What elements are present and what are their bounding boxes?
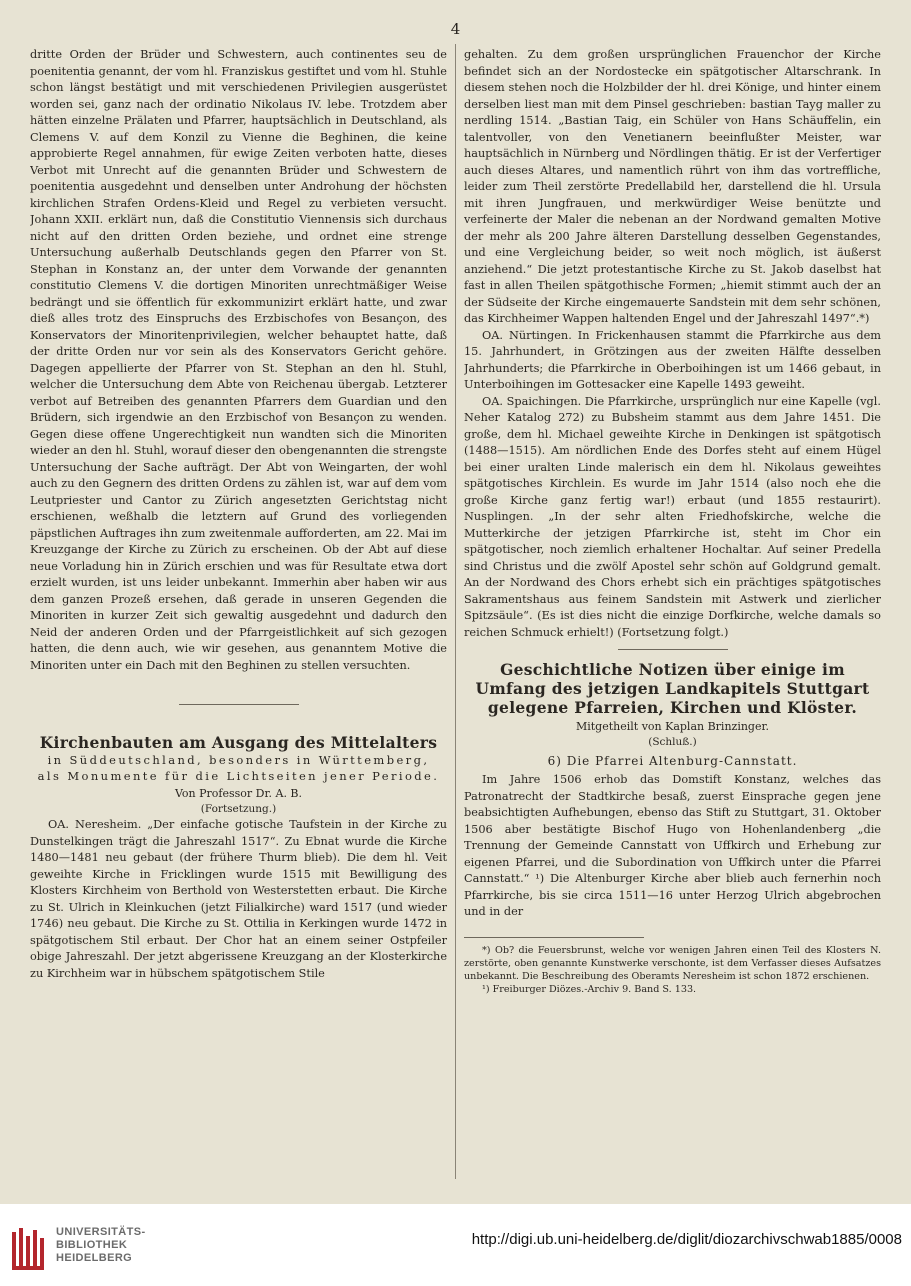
right-paragraph-3: OA. Spaichingen. Die Pfarrkirche, ursprünglich nur eine Kapelle (vgl. Neher Katalog 272) zu Bubsheim stammt aus dem Jahre 1451. Die große, dem hl. Michael geweihte Kirche in Denkingen ist spätgotisch (1488—1515). Am nördlichen Ende des Dorfes steht auf einem Hügel bei einer uralten Linde malerisch ein dem hl. Nikolaus geweihtes spätgotisches Kirchlein. Es wurde im Jahr 1514 (also noch ehe die große Kirche ganz fertig war!) erbaut (und 1855 restaurirt). Nusplingen. „In der sehr alten Friedhofskirche, welche die Mutterkirche der jetzigen Pfarrkirche ist, steht im Chor ein spätgotischer, noch ziemlich erhaltener Hochaltar. Auf seiner Predella sind Christus und die zwölf Apostel sehr schön auf Goldgrund gemalt. An der Nordwand des Chors erhebt sich ein prächtiges spätgotisches Sakramentshaus aus feinem Sandstein mit Astwerk und zierlicher Spitzsäule“. (Es ist dies nicht die einzige Dorfkirche, welche damals so reichen Schmuck erhielt!) (Fortsetzung folgt.) [464,394,881,639]
right-article-continued: (Schluß.) [648,736,697,748]
column-rule [455,44,456,1179]
article-heading: Kirchenbauten am Ausgang des Mittelalters [39,733,438,752]
right-column [464,47,881,1184]
left-column [30,47,447,1184]
permalink-url[interactable]: http://digi.ub.uni-heidelberg.de/diglit/diozarchivschwab1885/0008 [471,1231,902,1248]
left-paragraph-1: dritte Orden der Brüder und Schwestern, auch continentes seu de poenitentia genannt, der vom hl. Franziskus gestiftet und vom hl. Stuhle schon längst bestätigt und mit verschiedenen Privilegien ausgerüstet worden sei, ganz nach der ordinatio Nikolaus IV. lebe. Trotzdem aber hätten einzelne Prälaten und Pfarrer, hauptsächlich in Deutschland, als Clemens V. auf dem Konzil zu Vienne die Beghinen, die keine approbierte Regel annahmen, für ewige Zeiten verboten hatte, dieses Verbot mit Unrecht auf die genannten Brüder und Schwestern de poenitentia ausgedehnt und denselben unter Androhung der höchsten kirchlichen Strafen Ordens-Kleid und Regel zu verbieten versucht. Johann XXII. erklärt nun, daß die Constitutio Viennensis sich durchaus nicht auf den dritten Orden beziehe, und ordnet eine strenge Untersuchung außerhalb Deutschlands gegen den Pfarrer von St. Stephan in Konstanz an, der unter dem Vorwande der genannten constitutio Clemens V. die dortigen Minoriten unrechtmäßiger Weise bedrängt und sie öffentlich für exkommunizirt erklärt hatte, und zwar dieß alles trotz des Einspruchs des Erzbischofes von Besançon, des Konservators der Minoritenprivilegien, welcher behauptet hatte, daß der dritte Orden nur vor sein als des Konservators Gericht gehöre. Dagegen appellierte der Pfarrer von St. Stephan an den hl. Stuhl, welcher die Untersuchung dem Abte von Reichenau übergab. Letzterer verbot auf Betreiben des genannten Pfarrers dem Guardian und den Brüdern, sich irgendwie an den Erzbischof von Besançon zu wenden. Gegen diese offene Ungerechtigkeit nun wandten sich die Minoriten wieder an den hl. Stuhl, worauf dieser den obengenannten die strengste Untersuchung der Sache aufträgt. Der Abt von Weingarten, der wohl auch zu den Gegnern des dritten Ordens zu zählen ist, war auf dem vom Leutpriester und Cantor zu Zürich angesetzten Gerichtstag nicht erschienen, weßhalb die letztern auf Grund des vorliegenden päpstlichen Auftrages ihn zum zweitenmale aufforderten, am 22. Mai im Kreuzgange der Kirche zu Zürich zu erscheinen. Ob der Abt auf diese neue Vorladung hin in Zürich erschien und was für Resultate etwa dort erzielt wurden, ist uns leider unbekannt. Immerhin aber haben wir aus dem ganzen Prozeß ersehen, daß gerade in unseren Gegenden die Minoriten in kurzer Zeit sich gewaltig ausgedehnt und dadurch den Neid der anderen Orden und der Pfarrgeistlichkeit auf sich gezogen hatten, die denn auch, wie wir gesehen, aus genanntem Motive die Minoriten unter ein Dach mit den Beghinen zu stellen versuchten. [30,48,447,672]
library-line-3: HEIDELBERG [56,1252,133,1264]
page-number: 4 [450,20,461,38]
footnote-2: ¹) Freiburger Diözes.-Archiv 9. Band S. 133. [482,983,697,995]
article-subheading-2: als Monumente für die Lichtseiten jener Periode. [37,769,440,783]
university-seal-icon [10,1226,48,1272]
left-article-paragraph-1: OA. Neresheim. „Der einfache gotische Taufstein in der Kirche zu Dunstelkingen trägt die Jahreszahl 1517“. Zu Ebnat wurde die Kirche 1480—1481 neu gebaut (der frühere Thurm blieb). Die dem hl. Veit geweihte Kirche in Fricklingen wurde 1515 mit Bewilligung des Klosters Kirchheim von Berthold von Westerstetten erbaut. Die Kirche zu St. Ulrich in Kleinkuchen (jetzt Filialkirche) ward 1517 (und wieder 1746) neu gebaut. Die Kirche zu St. Ottilia in Kerkingen wurde 1472 in spätgotischem Stil erbaut. Der Chor hat an einem seiner Ostpfeiler obige Jahreszahl. Der jetzt abgerissene Kreuzgang an der Klosterkirche zu Kirchheim war in hübschem spätgotischem Stile [30,818,447,980]
library-line-2: BIBLIOTHEK [56,1239,128,1251]
article-subheading-1: in Süddeutschland, besonders in Württemberg, [47,753,430,767]
right-paragraph-1: gehalten. Zu dem großen ursprünglichen Frauenchor der Kirche befindet sich an der Nordostecke ein spätgotischer Altarschrank. In diesem stehen noch die Holzbilder der hl. drei Könige, und hinter einem derselben liest man mit dem Pinsel geschrieben: bastian Tayg maller zu nerdling 1514. „Bastian Taig, ein Schüler von Hans Schäuffelin, ein talentvoller, von den Venetianern beeinflußter Meister, war hauptsächlich in Nürnberg und Nördlingen thätig. Er ist der Verfertiger auch dieses Altares, und namentlich rührt von ihm das vortreffliche, leider zum Theil zerstörte Predellabild her, darstellend die hl. Ursula mit ihren Jungfrauen, und merkwürdiger Weise benützte und verfeinerte der Maler die nebenan an der Nordwand gemalten Motive der mehr als 200 Jahre älteren Darstellung desselben Gegenstandes, und eine Vergleichung beider, so weit noch möglich, ist äußerst anziehend.“ Die jetzt protestantische Kirche zu St. Jakob daselbst hat fast in allen Theilen spätgothische Formen; „hiemit stimmt auch der an der Südseite der Kirche eingemauerte Sandstein mit dem sehr schönen, das Kirchheimer Wappen haltenden Engel und der Jahreszahl 1497“.*) [464,48,881,325]
article-continued: (Fortsetzung.) [200,803,277,815]
article-separator [179,704,299,705]
library-line-1: UNIVERSITÄTS- [56,1226,146,1238]
article-separator-right [618,649,728,650]
footnote-rule [464,937,644,938]
right-article-byline: Mitgetheilt von Kaplan Brinzinger. [575,720,770,733]
footnotes [464,944,881,996]
library-name [56,1226,146,1265]
footer-bar [0,1204,911,1286]
article-byline: Von Professor Dr. A. B. [174,787,303,800]
right-article-paragraph-1: Im Jahre 1506 erhob das Domstift Konstanz, welches das Patronatrecht der Stadtkirche besaß, zuerst Einsprache gegen jene beabsichtigten Aufhebungen, ebenso das Stift zu Stuttgart, 31. Oktober 1506 aber bestätigte Bischof Hugo von Hohenlandenberg „die Trennung der Gemeinde Cannstatt von Uffkirch und Erhebung zur eigenen Pfarrei, und die Subordination von Uffkirch unter die Pfarrei Cannstatt.“ ¹) Die Altenburger Kirche aber blieb auch fernerhin noch Pfarrkirche, bis sie circa 1511—16 unter Herzog Ulrich abgebrochen und in der [464,773,881,918]
footnote-1: *) Ob? die Feuersbrunst, welche vor wenigen Jahren einen Teil des Klosters N. zerstörte, oben genannte Kunstwerke verschonte, ist dem Verfasser dieses Aufsatzes unbekannt. Die Beschreibung des Oberamts Neresheim ist schon 1872 erschienen. [464,944,881,982]
right-article-heading: Geschichtliche Notizen über einige im Umfang des jetzigen Landkapitels Stuttgart gelegene Pfarreien, Kirchen und Klöster. [475,660,870,717]
right-paragraph-2: OA. Nürtingen. In Frickenhausen stammt die Pfarrkirche aus dem 15. Jahrhundert, in Grötzingen aus der zweiten Hälfte desselben Jahrhunderts; die Pfarrkirche in Oberboihingen ist um 1466 gebaut, in Unterboihingen im Gottesacker eine Kapelle 1493 geweiht. [464,328,881,391]
section-title: 6) Die Pfarrei Altenburg-Cannstatt. [547,754,798,768]
